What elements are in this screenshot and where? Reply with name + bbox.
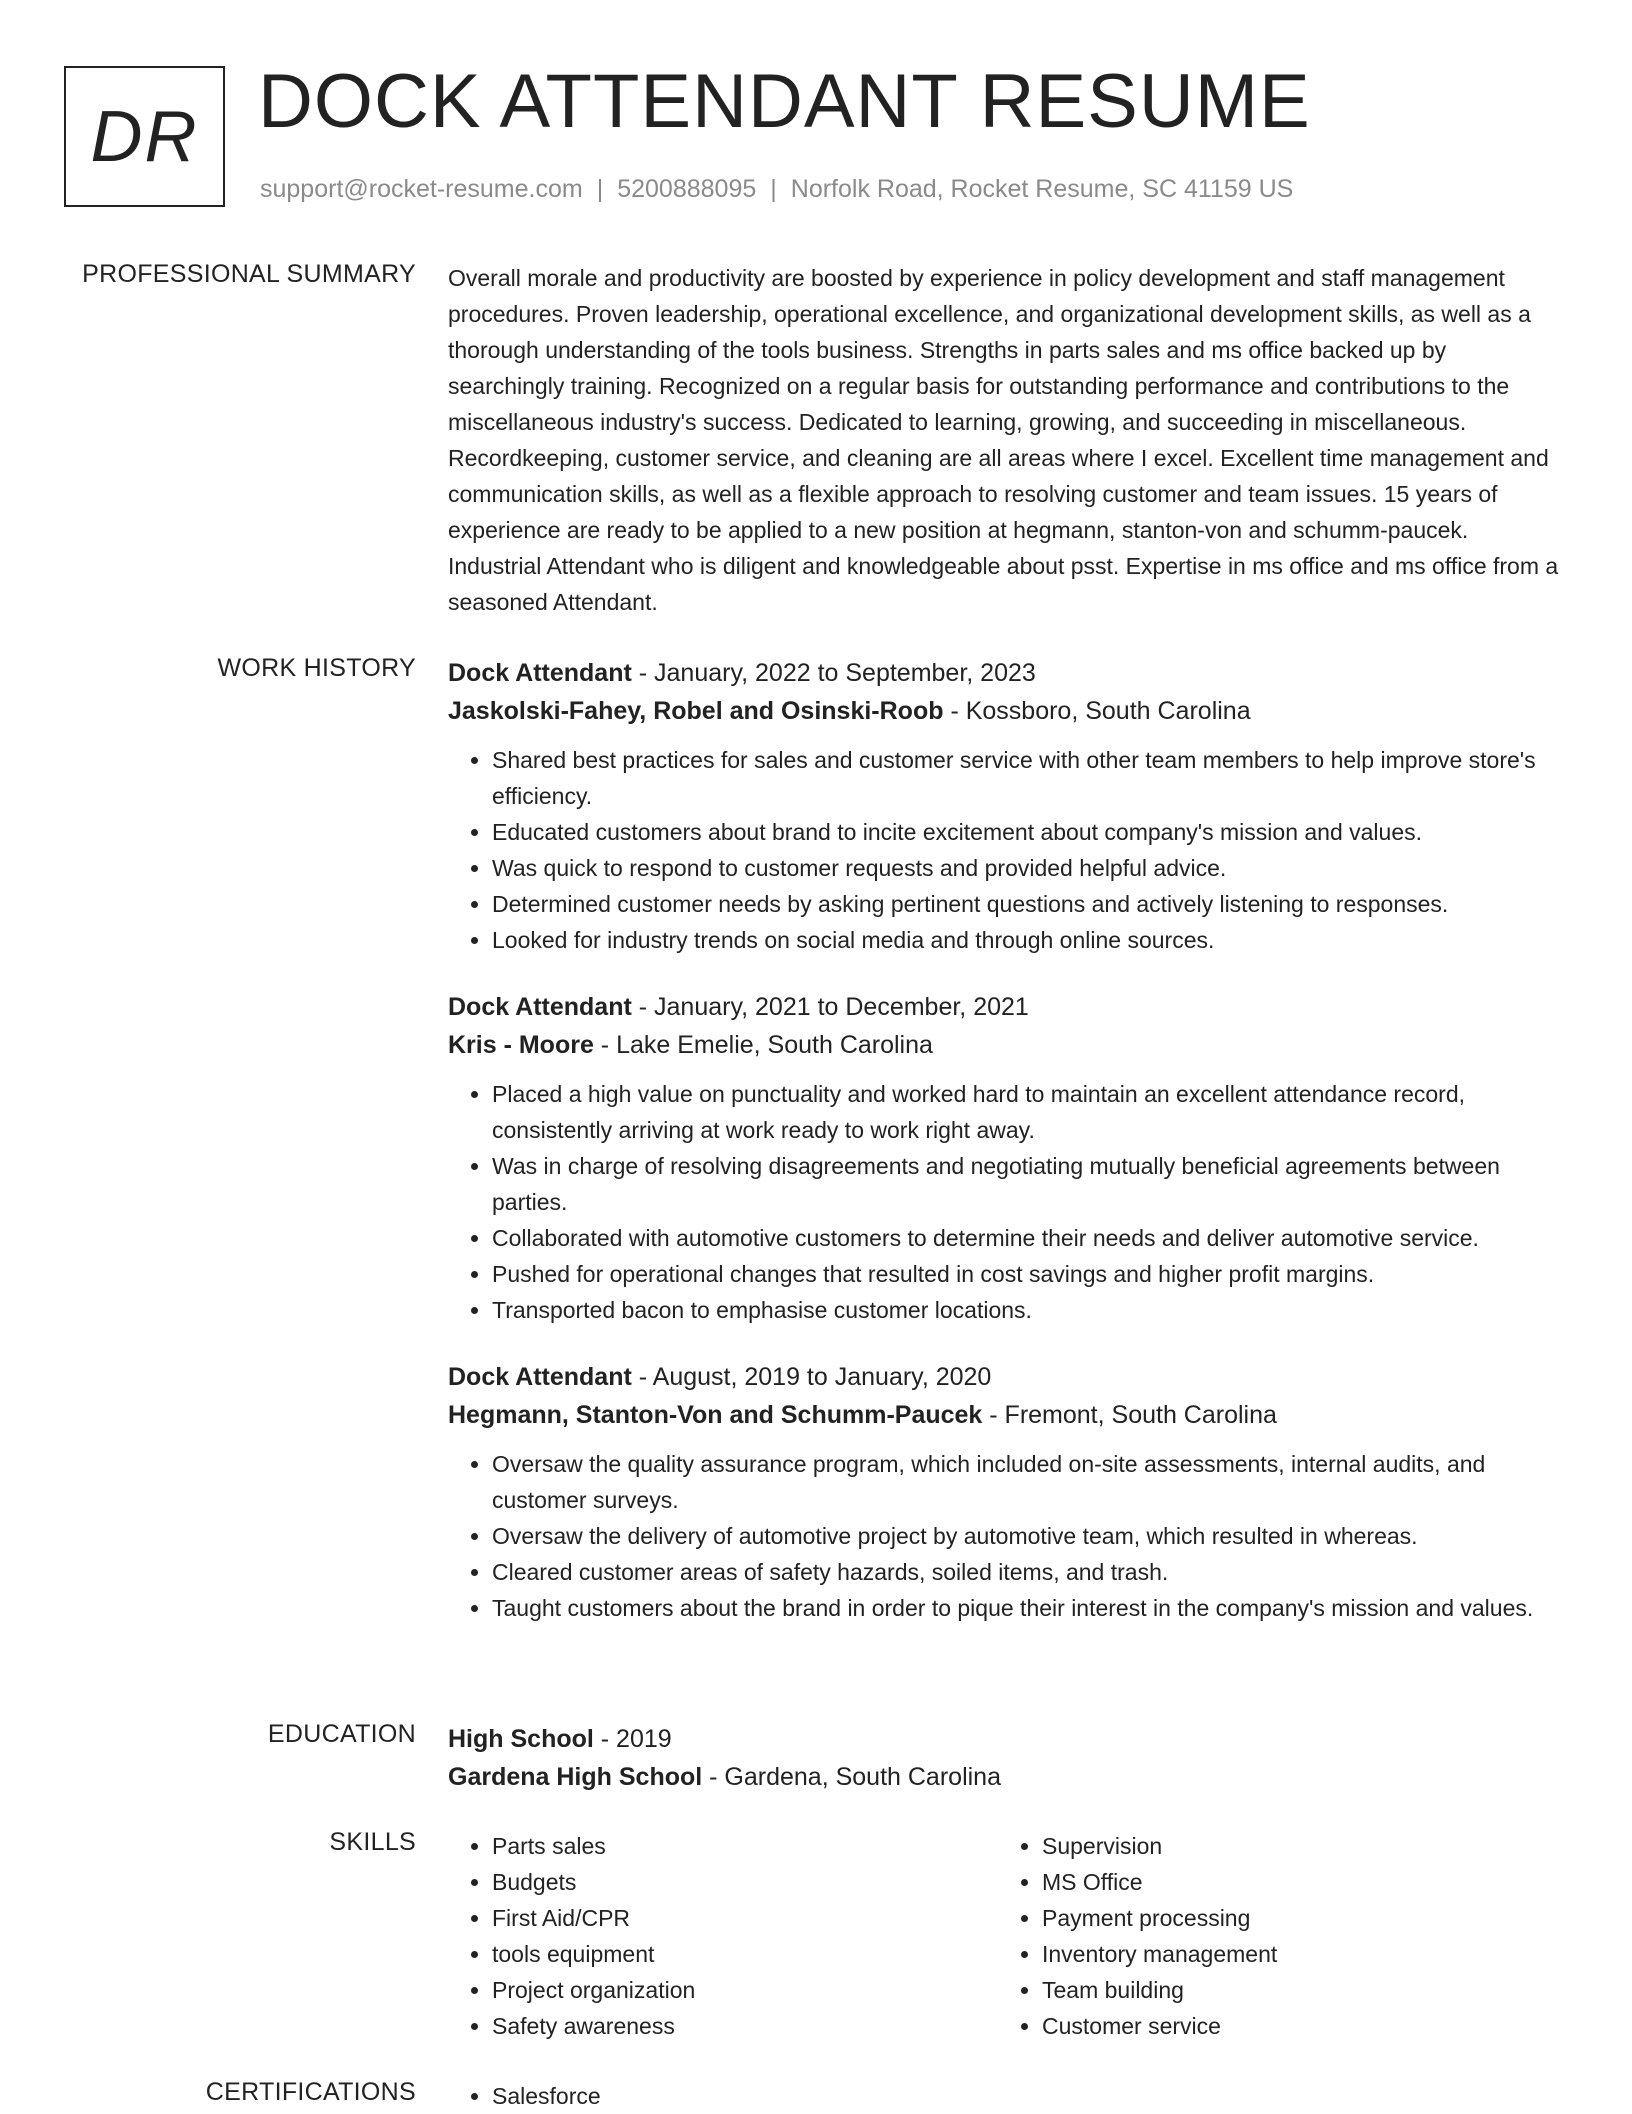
skill-item: • First Aid/CPR: [492, 1900, 998, 1936]
section-label-work: WORK HISTORY: [217, 654, 416, 682]
summary-text: Overall morale and productivity are boosted by experience in policy development and staff management procedures. Proven leadership, operational excellence, and organizational development skills, as well as a thorough understanding of the tools business. Strengths in parts sales and ms office backed up by searchingly training. Recognized on a regular basis for outstanding performance and contributions to the miscellaneous industry's success. Dedicated to learning, growing, and succeeding in miscellaneous. Recordkeeping, customer service, and cleaning are all areas where I excel. Excellent time management and communication skills, as well as a flexible approach to resolving customer and team issues. 15 years of experience are ready to be applied to a new position at hegmann, stanton-von and schumm-paucek. Industrial Attendant who is diligent and knowledgeable about psst. Expertise in ms office and ms office from a seasoned Attendant.: [448, 265, 1559, 615]
job-company-line: [448, 692, 1564, 730]
job-company: Kris - Moore: [448, 1031, 594, 1059]
job-location: - Fremont, South Carolina: [982, 1401, 1277, 1429]
job-bullet: • Cleared customer areas of safety hazards, soiled items, and trash.: [492, 1554, 1564, 1590]
job-dates: - January, 2021 to December, 2021: [631, 993, 1029, 1021]
skill-item: • Safety awareness: [492, 2008, 998, 2044]
job-entry: [448, 1358, 1564, 1626]
job-bullet: • Oversaw the quality assurance program, which included on-site assessments, internal audits, and customer surveys.: [492, 1446, 1564, 1518]
education-school: Gardena High School: [448, 1763, 703, 1791]
job-company: Jaskolski-Fahey, Robel and Osinski-Roob: [448, 697, 944, 725]
job-entry: [448, 988, 1564, 1328]
job-bullet: • Educated customers about brand to incite excitement about company's mission and values.: [492, 814, 1564, 850]
monogram-initials: DR: [90, 96, 199, 177]
skill-item: • Parts sales: [492, 1828, 998, 1864]
job-bullets: [448, 742, 1564, 958]
job-title-line: [448, 654, 1564, 692]
job-entry: [448, 654, 1564, 958]
job-bullet: • Looked for industry trends on social media and through online sources.: [492, 922, 1564, 958]
certification-item: • Salesforce: [492, 2078, 1564, 2114]
skill-item: • Payment processing: [1042, 1900, 1548, 1936]
job-bullet: • Placed a high value on punctuality and worked hard to maintain an excellent attendance record, consistently arriving at work ready to work right away.: [492, 1076, 1564, 1148]
job-dates: - August, 2019 to January, 2020: [631, 1363, 992, 1391]
education-degree-line: [448, 1720, 1564, 1758]
summary-body: [448, 260, 1564, 620]
job-bullet: • Was in charge of resolving disagreements and negotiating mutually beneficial agreements between parties.: [492, 1148, 1564, 1220]
skills-list-right: [998, 1828, 1548, 2044]
contact-line: [260, 175, 1293, 204]
skill-item: • tools equipment: [492, 1936, 998, 1972]
job-bullet: • Was quick to respond to customer requests and provided helpful advice.: [492, 850, 1564, 886]
job-title: Dock Attendant: [448, 993, 632, 1021]
resume-title: DOCK ATTENDANT RESUME: [258, 59, 1311, 144]
section-label-certifications: CERTIFICATIONS: [205, 2078, 416, 2106]
skill-item: • Budgets: [492, 1864, 998, 1900]
skill-item: • MS Office: [1042, 1864, 1548, 1900]
job-company-line: [448, 1396, 1564, 1434]
contact-phone[interactable]: 5200888095: [617, 175, 757, 203]
certifications-list: [448, 2078, 1564, 2114]
job-company: Hegmann, Stanton-Von and Schumm-Paucek: [448, 1401, 983, 1429]
job-bullet: • Collaborated with automotive customers to determine their needs and deliver automotive service.: [492, 1220, 1564, 1256]
job-bullet: • Pushed for operational changes that resulted in cost savings and higher profit margins.: [492, 1256, 1564, 1292]
job-title: Dock Attendant: [448, 659, 632, 687]
skill-item: • Inventory management: [1042, 1936, 1548, 1972]
contact-email[interactable]: support@rocket-resume.com: [260, 175, 583, 203]
work-history-body: [448, 654, 1564, 1626]
job-bullets: [448, 1076, 1564, 1328]
education-school-line: [448, 1758, 1564, 1796]
skills-body: [448, 1828, 1564, 2044]
skill-item: • Supervision: [1042, 1828, 1548, 1864]
job-bullets: [448, 1446, 1564, 1626]
section-label-summary: PROFESSIONAL SUMMARY: [82, 260, 416, 288]
education-degree: High School: [448, 1725, 594, 1753]
job-bullet: • Oversaw the delivery of automotive project by automotive team, which resulted in whereas.: [492, 1518, 1564, 1554]
job-title-line: [448, 1358, 1564, 1396]
job-company-line: [448, 1026, 1564, 1064]
contact-address: Norfolk Road, Rocket Resume, SC 41159 US: [790, 175, 1294, 203]
job-bullet: • Transported bacon to emphasise customer locations.: [492, 1292, 1564, 1328]
skill-item: • Team building: [1042, 1972, 1548, 2008]
section-label-education: EDUCATION: [267, 1720, 416, 1748]
skill-item: • Project organization: [492, 1972, 998, 2008]
education-location: - Gardena, South Carolina: [702, 1763, 1001, 1791]
contact-separator: |: [770, 175, 777, 203]
job-title-line: [448, 988, 1564, 1026]
contact-separator: |: [596, 175, 604, 203]
section-label-skills: SKILLS: [329, 1828, 416, 1856]
job-location: - Lake Emelie, South Carolina: [593, 1031, 933, 1059]
job-title: Dock Attendant: [448, 1363, 632, 1391]
job-bullet: • Shared best practices for sales and customer service with other team members to help improve store's efficiency.: [492, 742, 1564, 814]
skills-columns: [448, 1828, 1564, 2044]
education-year: - 2019: [593, 1725, 672, 1753]
skills-list-left: [448, 1828, 998, 2044]
job-bullet: • Determined customer needs by asking pertinent questions and actively listening to responses.: [492, 886, 1564, 922]
monogram-box: [64, 66, 225, 207]
skill-item: • Customer service: [1042, 2008, 1548, 2044]
job-bullet: • Taught customers about the brand in order to pique their interest in the company's mission and values.: [492, 1590, 1564, 1626]
job-dates: - January, 2022 to September, 2023: [631, 659, 1036, 687]
certifications-body: [448, 2078, 1564, 2114]
job-location: - Kossboro, South Carolina: [943, 697, 1251, 725]
education-body: [448, 1720, 1564, 1796]
